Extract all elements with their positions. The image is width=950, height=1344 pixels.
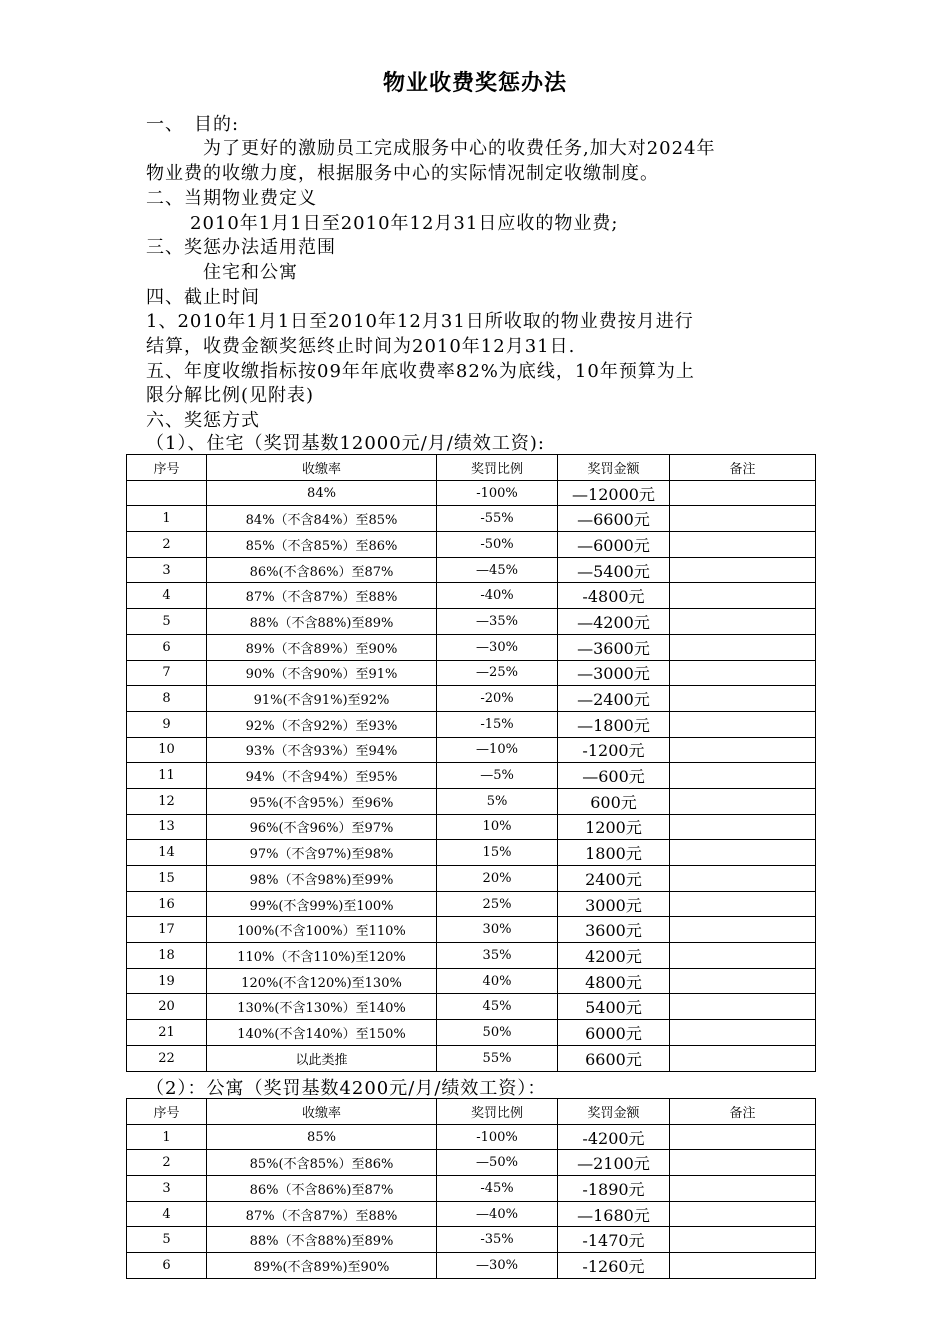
cell-index: 10 (127, 737, 207, 763)
cell-ratio: 35% (437, 943, 558, 969)
cell-amount: —2400元 (558, 686, 670, 712)
cell-amount: —6000元 (558, 532, 670, 558)
section-3-text: 住宅和公寓 (203, 262, 298, 283)
cell-collection-rate: 120%(不含120%)至130% (207, 968, 437, 994)
cell-amount: -1470元 (558, 1227, 670, 1253)
cell-remarks (670, 866, 816, 892)
cell-amount: —1680元 (558, 1201, 670, 1227)
cell-ratio: 5% (437, 788, 558, 814)
header-amount: 奖罚金额 (558, 1099, 670, 1125)
table-header-row (127, 1099, 816, 1125)
cell-ratio: 10% (437, 814, 558, 840)
cell-collection-rate: 89%(不含89%)至90% (207, 1253, 437, 1279)
cell-index: 14 (127, 840, 207, 866)
cell-amount: 5400元 (558, 994, 670, 1020)
cell-index: 11 (127, 763, 207, 789)
cell-amount: —3000元 (558, 660, 670, 686)
table-row (127, 1020, 816, 1046)
cell-remarks (670, 532, 816, 558)
table-row (127, 814, 816, 840)
apartment-reward-table (126, 1098, 816, 1279)
header-index: 序号 (127, 1099, 207, 1125)
cell-amount: 6600元 (558, 1045, 670, 1071)
cell-ratio: -50% (437, 532, 558, 558)
cell-amount: —1800元 (558, 711, 670, 737)
cell-index: 1 (127, 1124, 207, 1150)
cell-ratio: —25% (437, 660, 558, 686)
table-row (127, 788, 816, 814)
cell-ratio: —5% (437, 763, 558, 789)
cell-amount: 4800元 (558, 968, 670, 994)
cell-ratio: -45% (437, 1176, 558, 1202)
cell-remarks (670, 660, 816, 686)
cell-ratio: 25% (437, 891, 558, 917)
cell-ratio: 20% (437, 866, 558, 892)
cell-index: 3 (127, 557, 207, 583)
cell-ratio: -40% (437, 583, 558, 609)
cell-index: 2 (127, 1150, 207, 1176)
cell-collection-rate: 91%(不含91%)至92% (207, 686, 437, 712)
cell-collection-rate: 85%(不含85%）至86% (207, 1150, 437, 1176)
cell-collection-rate: 93%（不含93%）至94% (207, 737, 437, 763)
table-row (127, 609, 816, 635)
cell-remarks (670, 1253, 816, 1279)
cell-ratio: 40% (437, 968, 558, 994)
cell-index: 1 (127, 506, 207, 532)
cell-ratio: 55% (437, 1045, 558, 1071)
cell-amount: -1890元 (558, 1176, 670, 1202)
table-row (127, 660, 816, 686)
cell-index: 22 (127, 1045, 207, 1071)
cell-remarks (670, 1045, 816, 1071)
section-4-text-b: 结算，收费金额奖惩终止时间为2010年12月31日. (146, 336, 576, 357)
cell-amount: 600元 (558, 788, 670, 814)
table-row (127, 1124, 816, 1150)
table-row (127, 583, 816, 609)
table-row (127, 994, 816, 1020)
document-title: 物业收费奖惩办法 (382, 70, 567, 96)
cell-collection-rate: 88%（不含88%)至89% (207, 609, 437, 635)
cell-collection-rate: 130%(不含130%）至140% (207, 994, 437, 1020)
cell-collection-rate: 87%（不含87%）至88% (207, 1201, 437, 1227)
cell-remarks (670, 917, 816, 943)
cell-collection-rate: 85% (207, 1124, 437, 1150)
cell-collection-rate: 85%（不含85%）至86% (207, 532, 437, 558)
cell-remarks (670, 506, 816, 532)
table-row (127, 943, 816, 969)
cell-index: 18 (127, 943, 207, 969)
cell-amount: -4200元 (558, 1124, 670, 1150)
cell-ratio: 50% (437, 1020, 558, 1046)
cell-index: 4 (127, 1201, 207, 1227)
cell-index: 9 (127, 711, 207, 737)
section-1-text-a: 为了更好的激励员工完成服务中心的收费任务,加大对2024年 (203, 138, 716, 159)
table-row (127, 1176, 816, 1202)
cell-collection-rate: 140%(不含140%）至150% (207, 1020, 437, 1046)
cell-ratio: -20% (437, 686, 558, 712)
table-row (127, 968, 816, 994)
cell-collection-rate: 84% (207, 480, 437, 506)
cell-index: 5 (127, 1227, 207, 1253)
cell-remarks (670, 1020, 816, 1046)
table-row (127, 506, 816, 532)
cell-ratio: —10% (437, 737, 558, 763)
cell-amount: —2100元 (558, 1150, 670, 1176)
table-row (127, 866, 816, 892)
cell-index: 13 (127, 814, 207, 840)
cell-index: 15 (127, 866, 207, 892)
cell-amount: 4200元 (558, 943, 670, 969)
cell-remarks (670, 994, 816, 1020)
cell-remarks (670, 1227, 816, 1253)
cell-ratio: 15% (437, 840, 558, 866)
cell-index: 17 (127, 917, 207, 943)
header-collection-rate: 收缴率 (207, 455, 437, 481)
cell-amount: 3600元 (558, 917, 670, 943)
cell-remarks (670, 711, 816, 737)
cell-remarks (670, 840, 816, 866)
cell-remarks (670, 814, 816, 840)
table-row (127, 557, 816, 583)
cell-index: 3 (127, 1176, 207, 1202)
table-row (127, 1150, 816, 1176)
cell-collection-rate: 100%(不含100%）至110% (207, 917, 437, 943)
cell-index: 7 (127, 660, 207, 686)
residential-table-body (127, 480, 816, 1071)
table-2-caption: （2）：公寓（奖罚基数4200元/月/绩效工资）： (146, 1078, 547, 1099)
cell-remarks (670, 686, 816, 712)
cell-remarks (670, 634, 816, 660)
cell-index: 6 (127, 1253, 207, 1279)
section-2-text: 2010年1月1日至2010年12月31日应收的物业费; (190, 213, 619, 234)
cell-remarks (670, 1176, 816, 1202)
cell-ratio: —40% (437, 1201, 558, 1227)
table-1-caption: （1）、住宅（奖罚基数12000元/月/绩效工资): (146, 433, 545, 454)
cell-remarks (670, 1150, 816, 1176)
section-1-text-b: 物业费的收缴力度，根据服务中心的实际情况制定收缴制度。 (146, 163, 659, 184)
cell-index: 8 (127, 686, 207, 712)
cell-collection-rate: 98%（不含98%)至99% (207, 866, 437, 892)
cell-index (127, 480, 207, 506)
cell-remarks (670, 1201, 816, 1227)
cell-ratio: 45% (437, 994, 558, 1020)
header-collection-rate: 收缴率 (207, 1099, 437, 1125)
section-5-text-a: 五、年度收缴指标按09年年底收费率82%为底线，10年预算为上 (146, 361, 695, 382)
cell-index: 5 (127, 609, 207, 635)
cell-collection-rate: 99%(不含99%)至100% (207, 891, 437, 917)
cell-amount: -1200元 (558, 737, 670, 763)
cell-amount: 3000元 (558, 891, 670, 917)
cell-ratio: 30% (437, 917, 558, 943)
cell-collection-rate: 86%(不含86%）至87% (207, 557, 437, 583)
section-4-heading: 四、截止时间 (146, 287, 260, 308)
cell-collection-rate: 86%（不含86%)至87% (207, 1176, 437, 1202)
cell-remarks (670, 763, 816, 789)
table-row (127, 634, 816, 660)
table-row (127, 763, 816, 789)
table-row (127, 711, 816, 737)
header-index: 序号 (127, 455, 207, 481)
cell-remarks (670, 943, 816, 969)
cell-ratio: -55% (437, 506, 558, 532)
cell-index: 20 (127, 994, 207, 1020)
table-header-row (127, 455, 816, 481)
cell-amount: —5400元 (558, 557, 670, 583)
cell-index: 6 (127, 634, 207, 660)
cell-collection-rate: 95%(不含95%）至96% (207, 788, 437, 814)
cell-amount: -4800元 (558, 583, 670, 609)
table-row (127, 532, 816, 558)
cell-ratio: —30% (437, 634, 558, 660)
section-3-heading: 三、奖惩办法适用范围 (146, 237, 336, 258)
cell-amount: 6000元 (558, 1020, 670, 1046)
cell-amount: 2400元 (558, 866, 670, 892)
cell-amount: —6600元 (558, 506, 670, 532)
cell-ratio: -100% (437, 480, 558, 506)
cell-ratio: -15% (437, 711, 558, 737)
cell-collection-rate: 92%（不含92%）至93% (207, 711, 437, 737)
cell-amount: —3600元 (558, 634, 670, 660)
section-4-text-a: 1、2010年1月1日至2010年12月31日所收取的物业费按月进行 (146, 311, 694, 332)
cell-ratio: -100% (437, 1124, 558, 1150)
table-row (127, 840, 816, 866)
table-row (127, 1201, 816, 1227)
cell-index: 12 (127, 788, 207, 814)
cell-index: 21 (127, 1020, 207, 1046)
table-row (127, 686, 816, 712)
table-row (127, 891, 816, 917)
cell-remarks (670, 583, 816, 609)
cell-index: 2 (127, 532, 207, 558)
cell-remarks (670, 788, 816, 814)
header-remarks: 备注 (670, 1099, 816, 1125)
cell-index: 19 (127, 968, 207, 994)
residential-reward-table (126, 454, 816, 1072)
cell-collection-rate: 88%（不含88%)至89% (207, 1227, 437, 1253)
cell-ratio: —35% (437, 609, 558, 635)
table-row (127, 1253, 816, 1279)
cell-collection-rate: 110%（不含110%)至120% (207, 943, 437, 969)
apartment-table-body (127, 1124, 816, 1278)
cell-amount: —4200元 (558, 609, 670, 635)
section-6-heading: 六、奖惩方式 (146, 410, 260, 431)
cell-amount: -1260元 (558, 1253, 670, 1279)
cell-index: 16 (127, 891, 207, 917)
cell-ratio: —30% (437, 1253, 558, 1279)
table-row (127, 1227, 816, 1253)
section-5-text-b: 限分解比例(见附表) (146, 385, 315, 406)
header-remarks: 备注 (670, 455, 816, 481)
cell-collection-rate: 97%（不含97%)至98% (207, 840, 437, 866)
cell-ratio: —45% (437, 557, 558, 583)
cell-remarks (670, 609, 816, 635)
cell-remarks (670, 557, 816, 583)
table-row (127, 917, 816, 943)
cell-ratio: —50% (437, 1150, 558, 1176)
cell-amount: —12000元 (558, 480, 670, 506)
table-row (127, 480, 816, 506)
table-row (127, 737, 816, 763)
cell-collection-rate: 84%（不含84%）至85% (207, 506, 437, 532)
cell-collection-rate: 96%(不含96%）至97% (207, 814, 437, 840)
cell-amount: 1800元 (558, 840, 670, 866)
cell-index: 4 (127, 583, 207, 609)
header-amount: 奖罚金额 (558, 455, 670, 481)
cell-remarks (670, 480, 816, 506)
header-ratio: 奖罚比例 (437, 455, 558, 481)
cell-collection-rate: 90%（不含90%）至91% (207, 660, 437, 686)
cell-remarks (670, 1124, 816, 1150)
section-2-heading: 二、当期物业费定义 (146, 188, 317, 209)
cell-collection-rate: 以此类推 (207, 1045, 437, 1071)
cell-remarks (670, 737, 816, 763)
cell-collection-rate: 87%（不含87%）至88% (207, 583, 437, 609)
cell-remarks (670, 968, 816, 994)
section-1-heading: 一、 目的: (146, 114, 240, 135)
cell-remarks (670, 891, 816, 917)
header-ratio: 奖罚比例 (437, 1099, 558, 1125)
table-row (127, 1045, 816, 1071)
cell-collection-rate: 94%（不含94%）至95% (207, 763, 437, 789)
cell-amount: —600元 (558, 763, 670, 789)
cell-amount: 1200元 (558, 814, 670, 840)
cell-collection-rate: 89%（不含89%）至90% (207, 634, 437, 660)
cell-ratio: -35% (437, 1227, 558, 1253)
